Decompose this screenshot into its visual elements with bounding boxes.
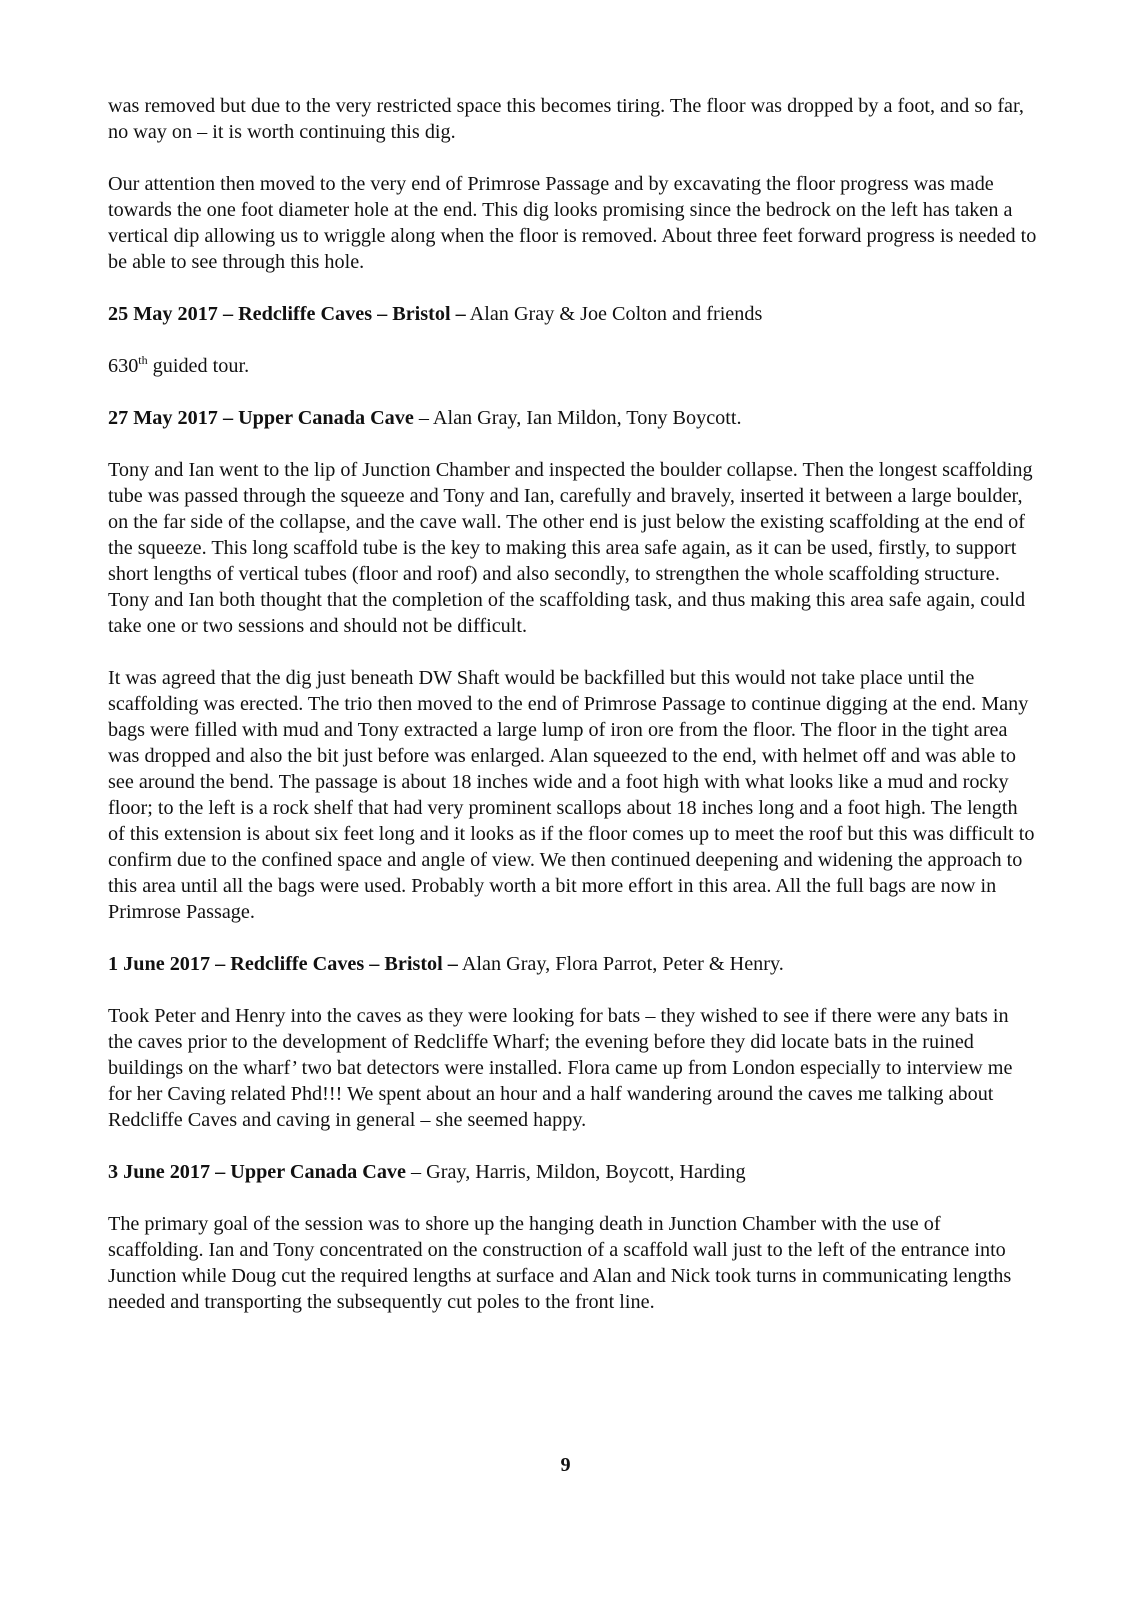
paragraph-primrose-end: Our attention then moved to the very end of Primrose Passage and by excavating the floor progress was made towards the one foot diameter hole at the end. This dig looks promising since the bedrock on the left has taken a vertical dip allowing us to wriggle along when the floor is removed. About three feet forward progress is needed to be able to see through this hole.: [108, 173, 1037, 273]
paragraph-junction-scaffolding: Tony and Ian went to the lip of Junction Chamber and inspected the boulder collapse. Then the longest scaffolding tube was passed through the squeeze and Tony and Ian, carefully and bravely, inserted it between a large boulder, on the far side of the collapse, and the cave wall. The other end is just below the existing scaffolding at the end of the squeeze. This long scaffold tube is the key to making this area safe again, as it can be used, firstly, to support short lengths of vertical tubes (floor and roof) and also secondly, to strengthen the whole scaffolding structure. Tony and Ian both thought that the completion of the scaffolding task, and thus making this area safe again, could take one or two sessions and should not be difficult.: [108, 459, 1033, 637]
entry-participants: Alan Gray & Joe Colton and friends: [465, 303, 763, 325]
entry-heading-25-may: [108, 301, 1038, 327]
entry-date-title: 25 May 2017 – Redcliffe Caves – Bristol –: [108, 303, 466, 325]
entry-heading-1-june: [108, 951, 1038, 977]
tour-number: 630: [108, 355, 139, 377]
entry-date-title: 27 May 2017 – Upper Canada Cave: [108, 407, 414, 429]
entry-heading-27-may: [108, 405, 1038, 431]
tour-ordinal-suffix: th: [138, 353, 148, 367]
paragraph-scaffold-wall: The primary goal of the session was to shore up the hanging death in Junction Chamber with the use of scaffolding. Ian and Tony concentrated on the construction of a scaffold wall just to the left of the entrance into Junction while Doug cut the required lengths at surface and Alan and Nick took turns in communicating lengths needed and transporting the subsequently cut poles to the front line.: [108, 1213, 1012, 1313]
entry-participants: Alan Gray, Flora Parrot, Peter & Henry.: [457, 953, 784, 975]
entry-participants: – Gray, Harris, Mildon, Boycott, Harding: [405, 1161, 746, 1183]
paragraph-primrose-dig-continued: was removed but due to the very restricted space this becomes tiring. The floor was dropped by a foot, and so far, no way on – it is worth continuing this dig.: [108, 95, 1024, 143]
page-number: 9: [560, 1454, 571, 1476]
entry-heading-3-june: [108, 1159, 1038, 1185]
paragraph-bat-survey: Took Peter and Henry into the caves as they were looking for bats – they wished to see if there were any bats in the caves prior to the development of Redcliffe Wharf; the evening before they did locate bats in the ruined buildings on the wharf’ two bat detectors were installed. Flora came up from London especially to interview me for her Caving related Phd!!! We spent about an hour and a half wandering around the caves me talking about Redcliffe Caves and caving in general – she seemed happy.: [108, 1005, 1013, 1131]
entry-participants: – Alan Gray, Ian Mildon, Tony Boycott.: [413, 407, 742, 429]
document-page: [108, 93, 1038, 1341]
paragraph-guided-tour: [108, 353, 1038, 379]
entry-date-title: 3 June 2017 – Upper Canada Cave: [108, 1161, 406, 1183]
entry-date-title: 1 June 2017 – Redcliffe Caves – Bristol –: [108, 953, 458, 975]
tour-text: guided tour.: [147, 355, 250, 377]
paragraph-primrose-extension: It was agreed that the dig just beneath DW Shaft would be backfilled but this would not take place until the scaffolding was erected. The trio then moved to the end of Primrose Passage to continue digging at the end. Many bags were filled with mud and Tony extracted a large lump of iron ore from the floor. The floor in the tight area was dropped and also the bit just before was enlarged. Alan squeezed to the end, with helmet off and was able to see around the bend. The passage is about 18 inches wide and a foot high with what looks like a mud and rocky floor; to the left is a rock shelf that had very prominent scallops about 18 inches long and a foot high. The length of this extension is about six feet long and it looks as if the floor comes up to meet the roof but this was difficult to confirm due to the confined space and angle of view. We then continued deepening and widening the approach to this area until all the bags were used. Probably worth a bit more effort in this area. All the full bags are now in Primrose Passage.: [108, 667, 1035, 923]
